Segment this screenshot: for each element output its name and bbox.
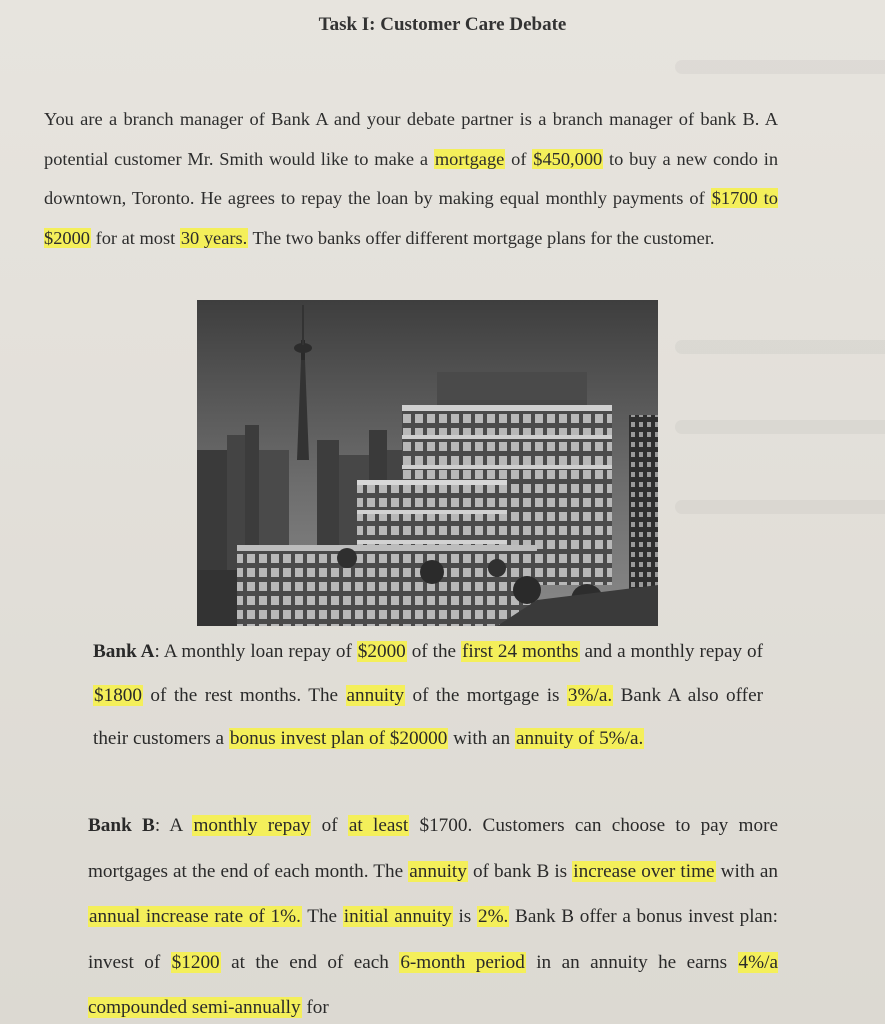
bank-b-paragraph — [88, 803, 778, 1024]
show-through-mark — [675, 340, 885, 354]
show-through-mark — [675, 500, 885, 514]
bank-b-text: for — [301, 997, 329, 1019]
highlighted-text: annuity — [409, 860, 467, 882]
condo-illustration — [197, 300, 658, 626]
bank-a-text: of the — [406, 641, 462, 662]
condo-photo — [197, 300, 658, 626]
highlighted-text: monthly repay — [193, 815, 311, 836]
highlighted-text: $1700 to $2000 — [44, 188, 778, 248]
bank-b-text: at the end of each — [220, 951, 400, 973]
bank-b-text: $1700. Customers can choose to pay more mortgages at the end of each month. The — [88, 815, 778, 882]
highlighted-text: 2%. — [477, 906, 509, 928]
intro-paragraph — [44, 100, 778, 258]
highlighted-text: annual increase rate of 1%. — [89, 906, 301, 928]
intro-text: You are a branch manager of Bank A and your debate partner is a branch manager of bank B. A potential customer Mr. Smith would like to make a — [44, 109, 778, 169]
bank-a-text: Bank A also offer their customers a — [93, 684, 763, 749]
bank-b-text: with an — [715, 860, 778, 882]
bank-b-text: of bank B is — [467, 860, 573, 882]
highlighted-text: initial annuity — [343, 906, 452, 928]
highlighted-text: $450,000 — [533, 148, 603, 169]
highlighted-text: $1200 — [171, 951, 220, 973]
bank-b-text: : A — [154, 815, 193, 836]
bank-a-paragraph — [93, 630, 763, 761]
highlighted-text: increase over time — [573, 860, 715, 882]
bank-b-text: is — [452, 906, 477, 928]
intro-text: The two banks offer different mortgage plans for the customer. — [248, 227, 715, 248]
bank-a-text: with an — [448, 728, 515, 749]
bank-b-text: of — [311, 815, 348, 836]
bank-a-label: Bank A — [93, 641, 155, 662]
show-through-mark — [675, 60, 885, 74]
show-through-mark — [675, 420, 885, 434]
bank-a-text: : A monthly loan repay of — [154, 641, 357, 662]
bank-a-text: of the mortgage is — [405, 684, 567, 706]
bank-b-label: Bank B — [88, 815, 155, 836]
bank-b-text: Bank B offer a bonus invest plan: invest of — [88, 906, 778, 973]
highlighted-text: at least — [348, 815, 409, 836]
highlighted-text: 4%/a compounded semi-annually — [88, 951, 778, 1019]
highlighted-text: annuity of 5%/a. — [515, 728, 644, 749]
bank-b-text: The — [301, 906, 343, 928]
task-title: Task I: Customer Care Debate — [318, 14, 567, 35]
highlighted-text: 3%/a. — [567, 684, 613, 706]
highlighted-text: bonus invest plan of $20000 — [229, 728, 448, 749]
intro-text: for at most — [90, 227, 180, 248]
highlighted-text: $2000 — [357, 641, 406, 662]
highlighted-text: first 24 months — [462, 641, 579, 662]
intro-text: to buy a new condo in downtown, Toronto. He agrees to repay the loan by making equal monthly payments of — [44, 148, 779, 208]
highlighted-text: $1800 — [94, 684, 142, 706]
highlighted-text: annuity — [346, 684, 405, 706]
highlighted-text: 30 years. — [180, 227, 248, 248]
bank-b-text: in an annuity he earns — [525, 951, 738, 973]
intro-text: of — [505, 148, 533, 169]
bank-a-text: of the rest months. The — [142, 684, 346, 706]
highlighted-text: mortgage — [434, 148, 505, 169]
highlighted-text: 6-month period — [400, 951, 525, 973]
bank-a-text: and a monthly repay of — [579, 641, 763, 662]
